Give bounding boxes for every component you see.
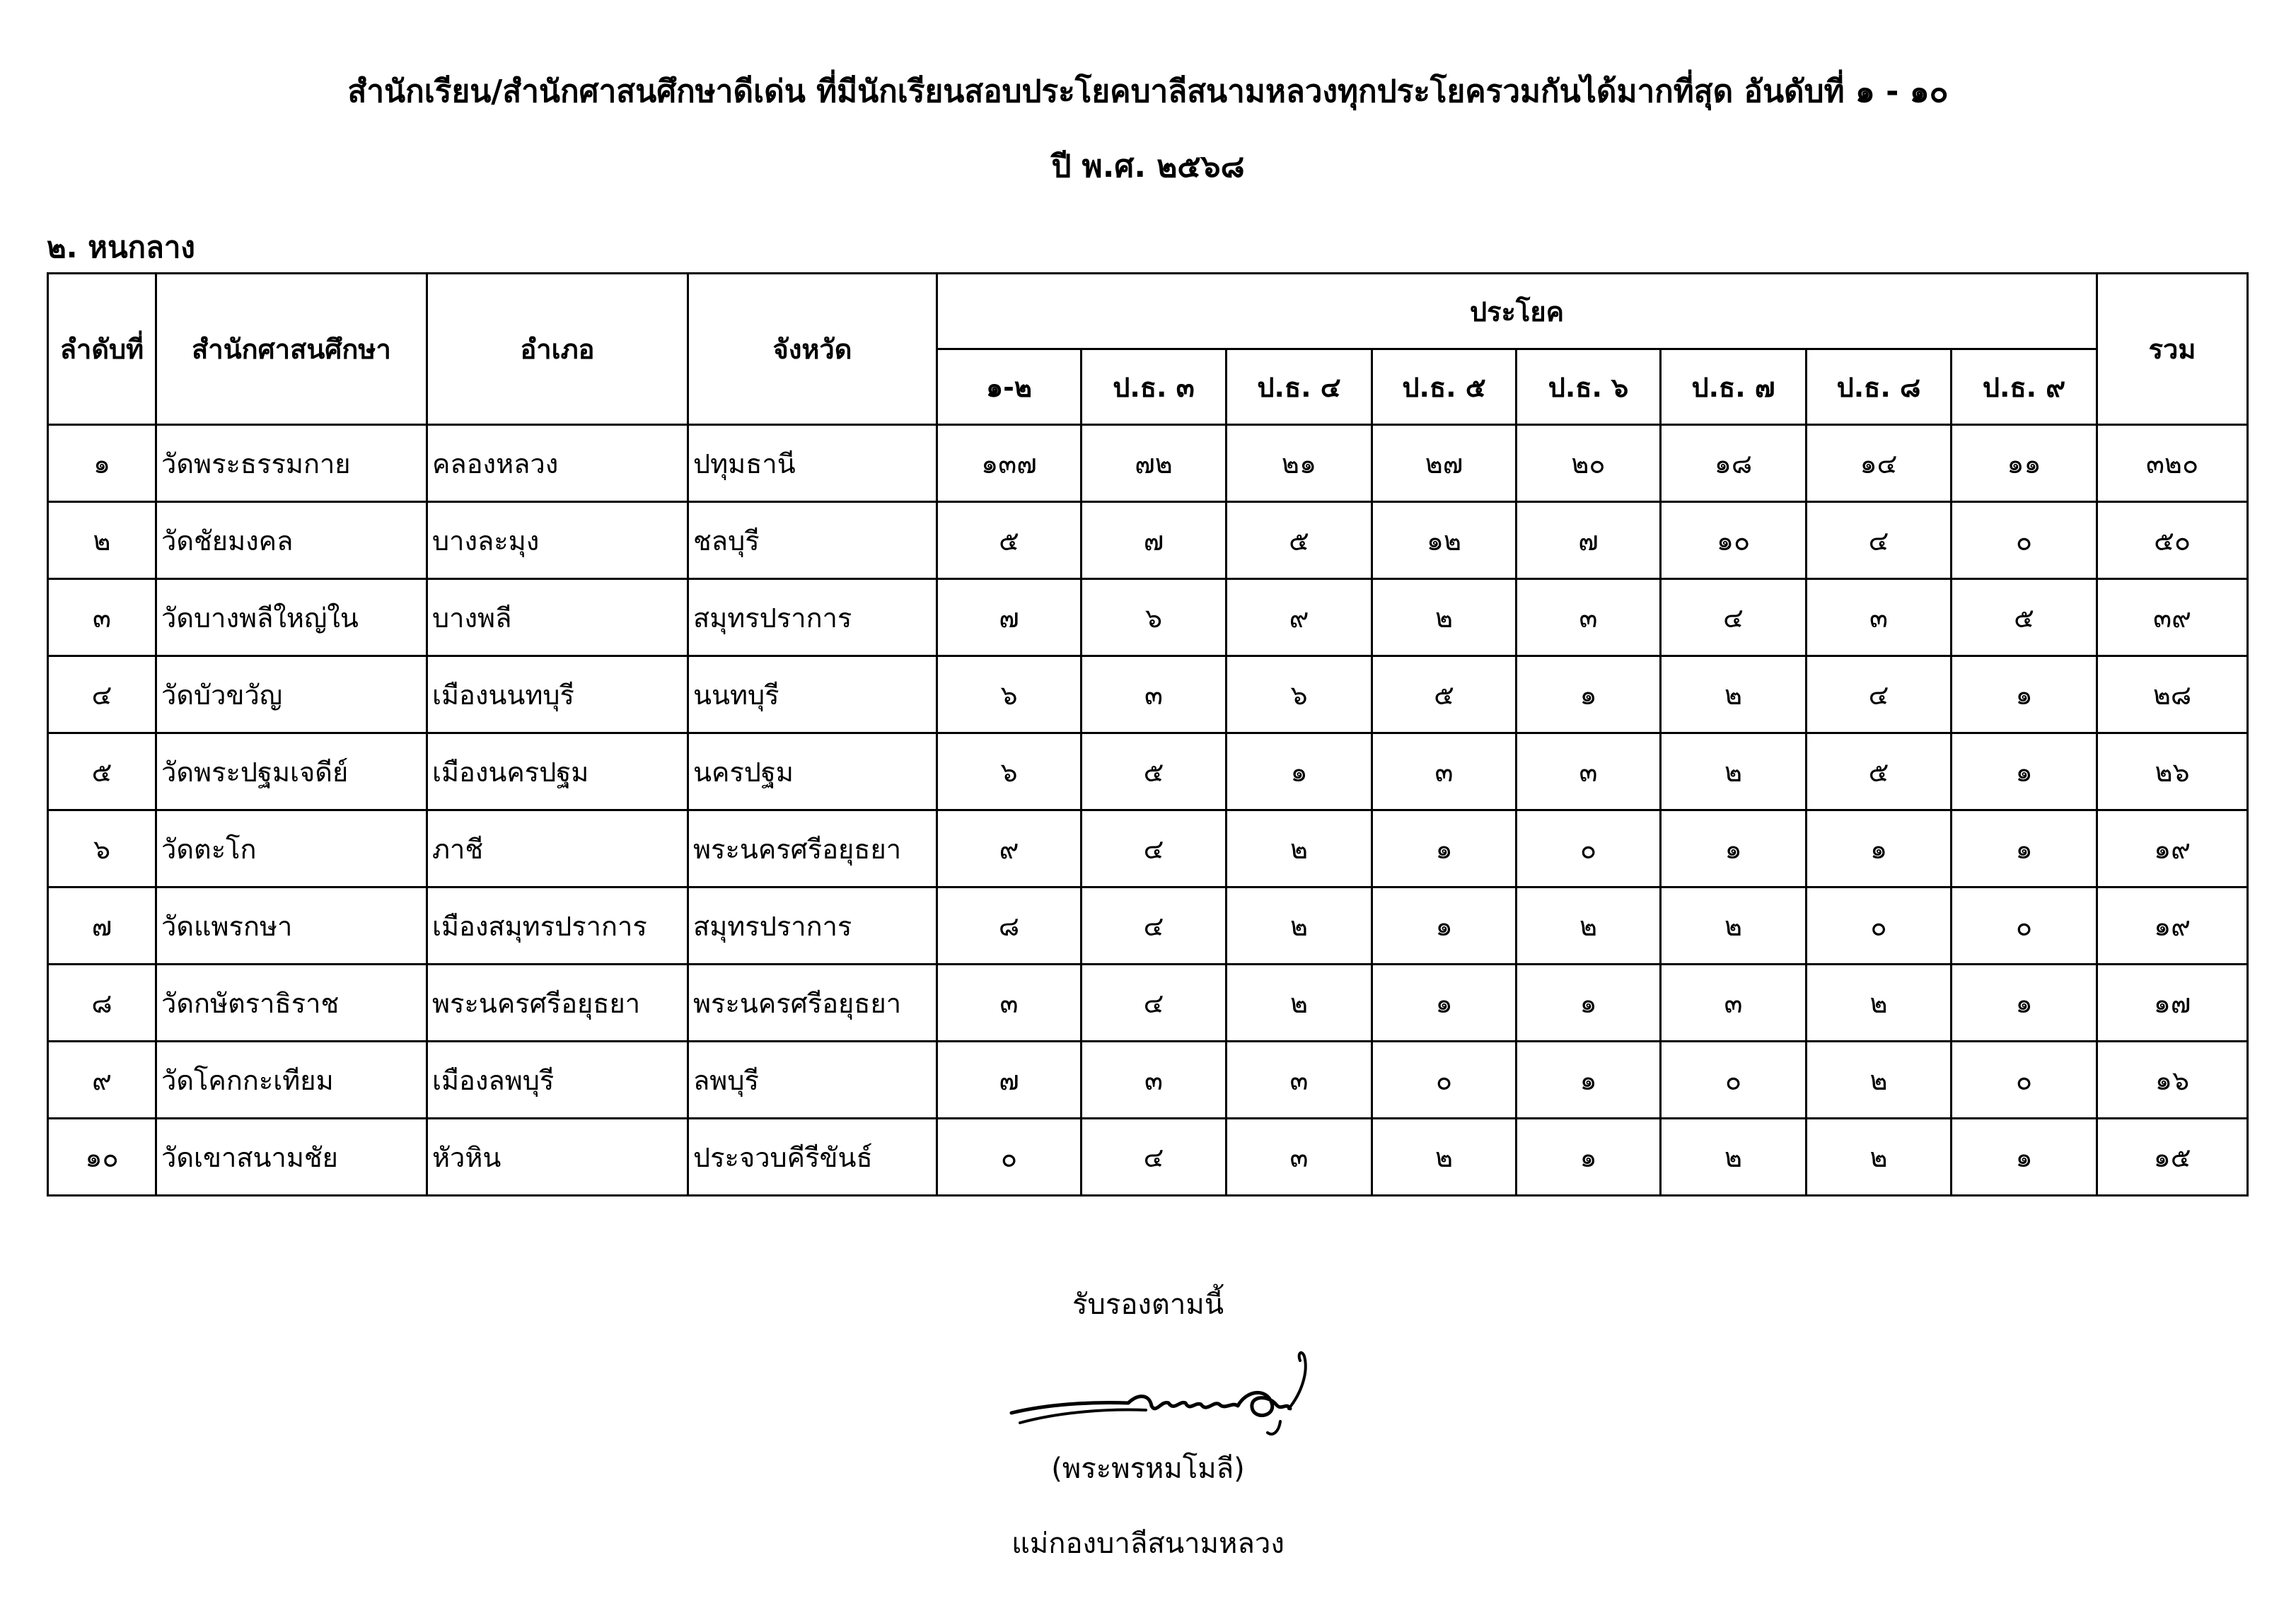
region-heading: ๒. หนกลาง bbox=[47, 230, 195, 264]
rank-cell: ๖ bbox=[48, 810, 156, 887]
table-row bbox=[48, 502, 2248, 579]
school-cell: วัดบางพลีใหญ่ใน bbox=[156, 579, 427, 656]
school-cell: วัดพระปฐมเจดีย์ bbox=[156, 733, 427, 810]
level-count-cell: ๒ bbox=[1517, 887, 1661, 965]
header-level-6: ป.ธ. ๗ bbox=[1661, 349, 1807, 425]
header-level-4: ป.ธ. ๕ bbox=[1372, 349, 1517, 425]
total-cell: ๑๕ bbox=[2097, 1119, 2248, 1196]
level-count-cell: ๓ bbox=[1082, 1042, 1227, 1119]
school-cell: วัดพระธรรมกาย bbox=[156, 425, 427, 502]
level-count-cell: ๓ bbox=[1227, 1119, 1372, 1196]
level-count-cell: ๔ bbox=[1661, 579, 1807, 656]
district-cell: พระนครศรีอยุธยา bbox=[427, 965, 688, 1042]
school-cell: วัดบัวขวัญ bbox=[156, 656, 427, 733]
school-cell: วัดโคกกะเทียม bbox=[156, 1042, 427, 1119]
signer-name: (พระพรหมโมลี) bbox=[1051, 1452, 1245, 1485]
province-cell: ลพบุรี bbox=[688, 1042, 937, 1119]
district-cell: คลองหลวง bbox=[427, 425, 688, 502]
level-count-cell: ๑๓๗ bbox=[937, 425, 1082, 502]
rank-cell: ๑ bbox=[48, 425, 156, 502]
header-district: อำเภอ bbox=[427, 274, 688, 425]
document-year: ปี พ.ศ. ๒๕๖๘ bbox=[1051, 149, 1245, 185]
level-count-cell: ๑ bbox=[1372, 965, 1517, 1042]
level-count-cell: ๒๐ bbox=[1517, 425, 1661, 502]
total-cell: ๑๗ bbox=[2097, 965, 2248, 1042]
school-cell: วัดชัยมงคล bbox=[156, 502, 427, 579]
level-count-cell: ๐ bbox=[1952, 887, 2097, 965]
level-count-cell: ๐ bbox=[1952, 502, 2097, 579]
district-cell: ภาชี bbox=[427, 810, 688, 887]
level-count-cell: ๕ bbox=[1082, 733, 1227, 810]
rank-cell: ๒ bbox=[48, 502, 156, 579]
level-count-cell: ๕ bbox=[937, 502, 1082, 579]
header-school: สำนักศาสนศึกษา bbox=[156, 274, 427, 425]
rank-cell: ๔ bbox=[48, 656, 156, 733]
level-count-cell: ๒๑ bbox=[1227, 425, 1372, 502]
level-count-cell: ๑ bbox=[1372, 887, 1517, 965]
province-cell: พระนครศรีอยุธยา bbox=[688, 965, 937, 1042]
level-count-cell: ๕ bbox=[1807, 733, 1952, 810]
province-cell: ชลบุรี bbox=[688, 502, 937, 579]
level-count-cell: ๐ bbox=[1661, 1042, 1807, 1119]
level-count-cell: ๗ bbox=[1082, 502, 1227, 579]
rank-cell: ๑๐ bbox=[48, 1119, 156, 1196]
level-count-cell: ๐ bbox=[1952, 1042, 2097, 1119]
level-count-cell: ๓ bbox=[1807, 579, 1952, 656]
province-cell: ประจวบคีรีขันธ์ bbox=[688, 1119, 937, 1196]
district-cell: เมืองนนทบุรี bbox=[427, 656, 688, 733]
level-count-cell: ๒ bbox=[1807, 1119, 1952, 1196]
level-count-cell: ๒ bbox=[1661, 887, 1807, 965]
rank-cell: ๕ bbox=[48, 733, 156, 810]
district-cell: เมืองลพบุรี bbox=[427, 1042, 688, 1119]
table-row bbox=[48, 1119, 2248, 1196]
level-count-cell: ๓ bbox=[1372, 733, 1517, 810]
level-count-cell: ๐ bbox=[937, 1119, 1082, 1196]
total-cell: ๓๒๐ bbox=[2097, 425, 2248, 502]
table-row bbox=[48, 579, 2248, 656]
header-level-7: ป.ธ. ๘ bbox=[1807, 349, 1952, 425]
school-cell: วัดตะโก bbox=[156, 810, 427, 887]
level-count-cell: ๒๗ bbox=[1372, 425, 1517, 502]
district-cell: บางพลี bbox=[427, 579, 688, 656]
rank-cell: ๓ bbox=[48, 579, 156, 656]
level-count-cell: ๒ bbox=[1372, 579, 1517, 656]
total-cell: ๓๙ bbox=[2097, 579, 2248, 656]
rank-cell: ๘ bbox=[48, 965, 156, 1042]
certification-label: รับรองตามนี้ bbox=[1072, 1288, 1224, 1321]
signature bbox=[1004, 1344, 1330, 1450]
level-count-cell: ๘ bbox=[937, 887, 1082, 965]
level-count-cell: ๑ bbox=[1807, 810, 1952, 887]
level-count-cell: ๑๑ bbox=[1952, 425, 2097, 502]
header-level-3: ป.ธ. ๔ bbox=[1227, 349, 1372, 425]
rank-cell: ๗ bbox=[48, 887, 156, 965]
level-count-cell: ๕ bbox=[1227, 502, 1372, 579]
level-count-cell: ๑ bbox=[1952, 733, 2097, 810]
level-count-cell: ๐ bbox=[1807, 887, 1952, 965]
level-count-cell: ๑ bbox=[1661, 810, 1807, 887]
level-count-cell: ๔ bbox=[1082, 1119, 1227, 1196]
level-count-cell: ๑ bbox=[1952, 810, 2097, 887]
level-count-cell: ๒ bbox=[1227, 887, 1372, 965]
district-cell: บางละมุง bbox=[427, 502, 688, 579]
province-cell: นครปฐม bbox=[688, 733, 937, 810]
total-cell: ๕๐ bbox=[2097, 502, 2248, 579]
level-count-cell: ๑๒ bbox=[1372, 502, 1517, 579]
level-count-cell: ๒ bbox=[1807, 1042, 1952, 1119]
school-cell: วัดเขาสนามชัย bbox=[156, 1119, 427, 1196]
total-cell: ๑๙ bbox=[2097, 810, 2248, 887]
level-count-cell: ๗ bbox=[937, 1042, 1082, 1119]
level-count-cell: ๙ bbox=[937, 810, 1082, 887]
level-count-cell: ๖ bbox=[1082, 579, 1227, 656]
province-cell: สมุทรปราการ bbox=[688, 579, 937, 656]
level-count-cell: ๑ bbox=[1952, 656, 2097, 733]
level-count-cell: ๓ bbox=[1661, 965, 1807, 1042]
signer-position: แม่กองบาลีสนามหลวง bbox=[1011, 1527, 1285, 1560]
level-count-cell: ๔ bbox=[1082, 965, 1227, 1042]
level-count-cell: ๒ bbox=[1372, 1119, 1517, 1196]
level-count-cell: ๑ bbox=[1517, 965, 1661, 1042]
level-count-cell: ๒ bbox=[1227, 965, 1372, 1042]
total-cell: ๑๖ bbox=[2097, 1042, 2248, 1119]
level-count-cell: ๒ bbox=[1807, 965, 1952, 1042]
level-count-cell: ๒ bbox=[1661, 656, 1807, 733]
level-count-cell: ๑ bbox=[1517, 1119, 1661, 1196]
level-count-cell: ๑ bbox=[1517, 656, 1661, 733]
level-count-cell: ๙ bbox=[1227, 579, 1372, 656]
ranking-table bbox=[47, 272, 2249, 1197]
header-level-1: ๑-๒ bbox=[937, 349, 1082, 425]
table-row bbox=[48, 1042, 2248, 1119]
header-province: จังหวัด bbox=[688, 274, 937, 425]
district-cell: เมืองสมุทรปราการ bbox=[427, 887, 688, 965]
level-count-cell: ๑ bbox=[1517, 1042, 1661, 1119]
level-count-cell: ๖ bbox=[937, 733, 1082, 810]
province-cell: สมุทรปราการ bbox=[688, 887, 937, 965]
level-count-cell: ๗ bbox=[937, 579, 1082, 656]
level-count-cell: ๕ bbox=[1952, 579, 2097, 656]
level-count-cell: ๖ bbox=[937, 656, 1082, 733]
level-count-cell: ๕ bbox=[1372, 656, 1517, 733]
level-count-cell: ๔ bbox=[1807, 656, 1952, 733]
level-count-cell: ๓ bbox=[1517, 579, 1661, 656]
table-row bbox=[48, 810, 2248, 887]
level-count-cell: ๓ bbox=[1517, 733, 1661, 810]
level-count-cell: ๑ bbox=[1227, 733, 1372, 810]
header-level-group: ประโยค bbox=[937, 274, 2097, 349]
level-count-cell: ๗๒ bbox=[1082, 425, 1227, 502]
school-cell: วัดแพรกษา bbox=[156, 887, 427, 965]
table-row bbox=[48, 887, 2248, 965]
total-cell: ๑๙ bbox=[2097, 887, 2248, 965]
header-level-8: ป.ธ. ๙ bbox=[1952, 349, 2097, 425]
document-title: สำนักเรียน/สำนักศาสนศึกษาดีเด่น ที่มีนักเรียนสอบประโยคบาลีสนามหลวงทุกประโยครวมกันได้มากที่สุด อันดับที่ ๑ - ๑๐ bbox=[347, 74, 1949, 110]
level-count-cell: ๓ bbox=[937, 965, 1082, 1042]
level-count-cell: ๑๐ bbox=[1661, 502, 1807, 579]
rank-cell: ๙ bbox=[48, 1042, 156, 1119]
province-cell: นนทบุรี bbox=[688, 656, 937, 733]
level-count-cell: ๗ bbox=[1517, 502, 1661, 579]
table-row bbox=[48, 656, 2248, 733]
level-count-cell: ๑ bbox=[1952, 965, 2097, 1042]
header-level-2: ป.ธ. ๓ bbox=[1082, 349, 1227, 425]
level-count-cell: ๒ bbox=[1661, 733, 1807, 810]
level-count-cell: ๒ bbox=[1227, 810, 1372, 887]
table-row bbox=[48, 733, 2248, 810]
province-cell: พระนครศรีอยุธยา bbox=[688, 810, 937, 887]
header-rank: ลำดับที่ bbox=[48, 274, 156, 425]
header-total: รวม bbox=[2097, 274, 2248, 425]
level-count-cell: ๑๘ bbox=[1661, 425, 1807, 502]
level-count-cell: ๔ bbox=[1082, 887, 1227, 965]
table-row bbox=[48, 425, 2248, 502]
province-cell: ปทุมธานี bbox=[688, 425, 937, 502]
level-count-cell: ๔ bbox=[1082, 810, 1227, 887]
level-count-cell: ๑๔ bbox=[1807, 425, 1952, 502]
total-cell: ๒๖ bbox=[2097, 733, 2248, 810]
table-row bbox=[48, 965, 2248, 1042]
header-level-5: ป.ธ. ๖ bbox=[1517, 349, 1661, 425]
level-count-cell: ๓ bbox=[1227, 1042, 1372, 1119]
level-count-cell: ๒ bbox=[1661, 1119, 1807, 1196]
level-count-cell: ๑ bbox=[1952, 1119, 2097, 1196]
level-count-cell: ๐ bbox=[1372, 1042, 1517, 1119]
level-count-cell: ๐ bbox=[1517, 810, 1661, 887]
district-cell: เมืองนครปฐม bbox=[427, 733, 688, 810]
total-cell: ๒๘ bbox=[2097, 656, 2248, 733]
level-count-cell: ๑ bbox=[1372, 810, 1517, 887]
school-cell: วัดกษัตราธิราช bbox=[156, 965, 427, 1042]
level-count-cell: ๓ bbox=[1082, 656, 1227, 733]
district-cell: หัวหิน bbox=[427, 1119, 688, 1196]
level-count-cell: ๖ bbox=[1227, 656, 1372, 733]
level-count-cell: ๔ bbox=[1807, 502, 1952, 579]
